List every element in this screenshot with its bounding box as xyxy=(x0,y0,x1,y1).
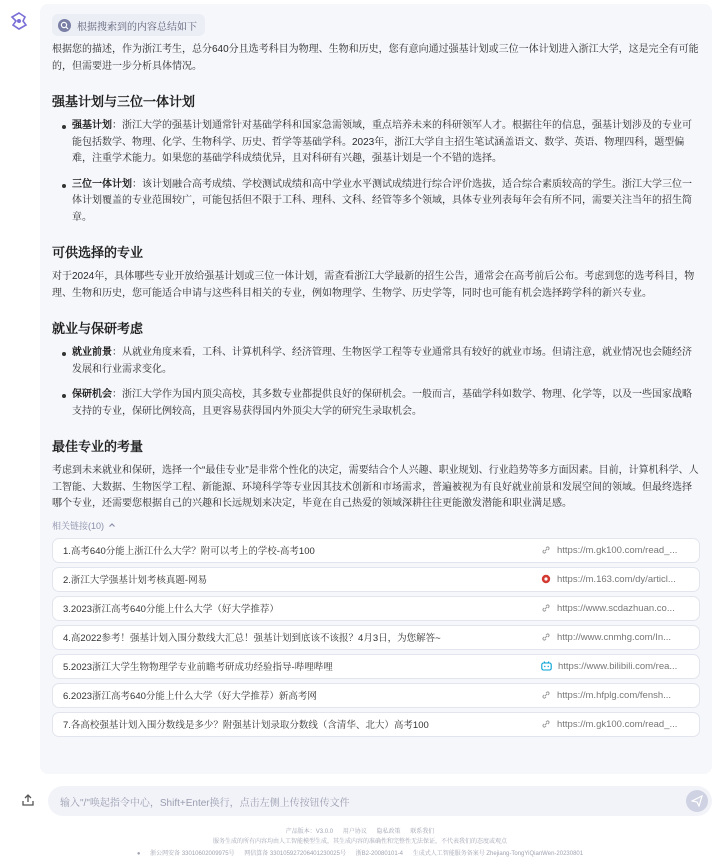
best-major-paragraph: 考虑到未来就业和保研，选择一个“最佳专业”是非常个性化的决定，需要结合个人兴趣、职业规划、行业趋势等多方面因素。目前，计算机科学、人工智能、大数据、生物医学工程、新能源、环境科学等专业因其技术创新和市场需求，普遍被视为有良好就业前景和发展空间的领域。但最终选择哪个专业，还需要您根据自己的兴趣和长远规划来决定，毕竟在自己热爱的领域深耕往往更能激发潜能和职业满足感。 xyxy=(52,465,699,509)
assistant-avatar xyxy=(10,12,28,30)
list-item-text: ：浙江大学作为国内顶尖高校，其多数专业都提供良好的保研机会。一般而言，基础学科如数学、物理、化学等，以及一些国家战略支持的专业，保研比例较高，且更容易获得国内外顶尖大学的研究生录取机会。 xyxy=(72,389,692,417)
career-list xyxy=(52,345,700,420)
section-heading-career: 就业与保研考虑 xyxy=(52,321,144,336)
related-link-url: https://m.gk100.com/read_... xyxy=(557,544,678,556)
list-item-text: ：该计划融合高考成绩、学校测试成绩和高中学业水平测试成绩进行综合评价选拔，适合综合素质较高的学生。浙江大学三位一体计划覆盖的专业范围较广，可能包括但不限于工科、理科、文科、经管等多个领域，具体专业列表每年会有所不同，需要关注当年的招生简章。 xyxy=(72,178,692,223)
search-summary-label: 根据搜索到的内容总结如下 xyxy=(77,21,197,33)
programs-list xyxy=(52,118,700,226)
footer-registration-item[interactable]: 浙B2-20080101-4 xyxy=(355,851,404,857)
assistant-response-card xyxy=(40,4,712,774)
footer-registration-item[interactable]: 浙公网安备 33010602009975号 xyxy=(150,851,235,857)
section-heading-best-major: 最佳专业的考量 xyxy=(52,439,144,454)
link-icon xyxy=(541,690,551,700)
list-item xyxy=(62,345,700,378)
list-item xyxy=(62,118,700,168)
list-item-text: ：浙江大学的强基计划通常针对基础学科和国家急需领域，重点培养未来的科研领军人才。根据往年的信息，强基计划涉及的专业可能包括数学、物理、化学、生物科学、历史、哲学等基础学科。2023年，浙江大学自主招生笔试涵盖语文、数学、英语、物理四科，题型偏难，注重学术能力。如果您的基础学科成绩优异，且对科研有兴趣，强基计划是一个不错的选择。 xyxy=(72,120,692,164)
related-link-row[interactable] xyxy=(52,596,700,621)
related-link-title: 5.2023浙江大学生物物理学专业前瞻考研成功经验指导-哔哩哔哩 xyxy=(63,662,333,673)
chat-input-placeholder: 输入"/"唤起指令中心，Shift+Enter换行，点击左侧上传按钮传文件 xyxy=(60,797,350,809)
section-heading-majors: 可供选择的专业 xyxy=(52,245,144,260)
bilibili-icon xyxy=(541,661,552,671)
list-item xyxy=(62,387,700,420)
related-link-title: 1.高考640分能上浙江什么大学？附可以考上的学校-高考100 xyxy=(63,546,315,557)
list-item xyxy=(62,177,700,227)
related-link-url: https://www.bilibili.com/rea... xyxy=(558,660,678,672)
related-link-row[interactable] xyxy=(52,683,700,708)
related-link-title: 4.高2022参考！强基计划入围分数线大汇总！强基计划到底该不该报？4月3日，为您解答~ xyxy=(63,633,441,644)
related-link-row[interactable] xyxy=(52,625,700,650)
related-links-toggle[interactable] xyxy=(52,519,700,532)
link-icon xyxy=(541,603,551,613)
netease-icon xyxy=(541,574,551,584)
related-link-row[interactable] xyxy=(52,538,700,563)
related-links-list xyxy=(52,538,700,737)
related-link-title: 6.2023浙江高考640分能上什么大学（好大学推荐）新高考网 xyxy=(63,691,317,702)
upload-icon xyxy=(20,792,36,808)
chat-input[interactable] xyxy=(48,786,712,816)
footer-links xyxy=(0,826,720,835)
send-button[interactable] xyxy=(686,790,708,812)
related-link-row[interactable] xyxy=(52,654,700,679)
upload-button[interactable] xyxy=(20,792,36,808)
send-icon xyxy=(691,795,703,807)
related-link-title: 7.各高校强基计划入围分数线是多少？附强基计划录取分数线（含清华、北大）高考100 xyxy=(63,720,429,731)
majors-paragraph: 对于2024年，具体哪些专业开放给强基计划或三位一体计划，需查看浙江大学最新的招生公告，通常会在高考前后公布。考虑到您的选考科目，物理、生物和历史，您可能适合申请与这些科目相关的专业，例如物理学、生物学、历史学等，同时也可能有机会选择跨学科的新兴专业。 xyxy=(52,271,695,299)
link-icon xyxy=(541,545,551,555)
list-item-term: 强基计划 xyxy=(72,120,112,131)
footer-registration-item[interactable]: 生成式人工智能服务备案号 Zhejiang-TongYiQianWen-20230801 xyxy=(412,851,584,857)
footer-registration-item[interactable]: 网信算备 330105927206401230025号 xyxy=(244,851,346,857)
footer-registration xyxy=(0,848,720,857)
related-link-row[interactable] xyxy=(52,567,700,592)
list-item-term: 三位一体计划 xyxy=(72,178,132,190)
chevron-up-icon xyxy=(108,521,116,529)
related-link-url: https://m.gk100.com/read_... xyxy=(557,718,678,730)
related-link-url: https://m.hfplg.com/fensh... xyxy=(557,689,672,701)
footer-user-agreement-link[interactable]: 用户协议 xyxy=(342,829,367,835)
footer-disclaimer: 服务生成的所有内容均由人工智能模型生成，其生成内容的准确性和完整性无法保证，不代表我们的态度或观点 xyxy=(212,839,507,845)
list-item-term: 保研机会 xyxy=(72,389,112,400)
footer-privacy-link[interactable]: 隐私政策 xyxy=(376,829,401,835)
link-icon xyxy=(541,719,551,729)
related-link-url: https://m.163.com/dy/articl... xyxy=(557,573,676,585)
related-link-url: https://www.scdazhuan.co... xyxy=(557,602,675,614)
related-link-url: http://www.cnmhg.com/In... xyxy=(557,631,672,643)
search-source-icon xyxy=(58,19,71,32)
search-summary-pill[interactable] xyxy=(52,14,205,36)
link-icon xyxy=(541,632,551,642)
badge-icon: ● xyxy=(136,851,141,857)
intro-paragraph: 根据您的描述，作为浙江考生，总分640分且选考科目为物理、生物和历史，您有意向通过强基计划或三位一体计划进入浙江大学，这是完全有可能的，但需要进一步分析具体情况。 xyxy=(52,44,699,72)
list-item-term: 就业前景 xyxy=(72,347,112,358)
list-item-text: ：从就业角度来看，工科、计算机科学、经济管理、生物医学工程等专业通常具有较好的就业市场。但请注意，就业情况也会随经济发展和行业需求变化。 xyxy=(72,347,692,375)
section-heading-programs: 强基计划与三位一体计划 xyxy=(52,94,196,109)
footer-version: 产品版本：V3.0.0 xyxy=(285,829,334,835)
related-link-title: 3.2023浙江高考640分能上什么大学（好大学推荐） xyxy=(63,604,279,615)
footer-contact-link[interactable]: 联系我们 xyxy=(410,829,435,835)
related-link-title: 2.浙江大学强基计划考核真题-网易 xyxy=(63,575,208,586)
related-links-label: 相关链接(10) xyxy=(52,520,105,531)
related-link-row[interactable] xyxy=(52,712,700,737)
assistant-logo-icon xyxy=(10,12,28,30)
